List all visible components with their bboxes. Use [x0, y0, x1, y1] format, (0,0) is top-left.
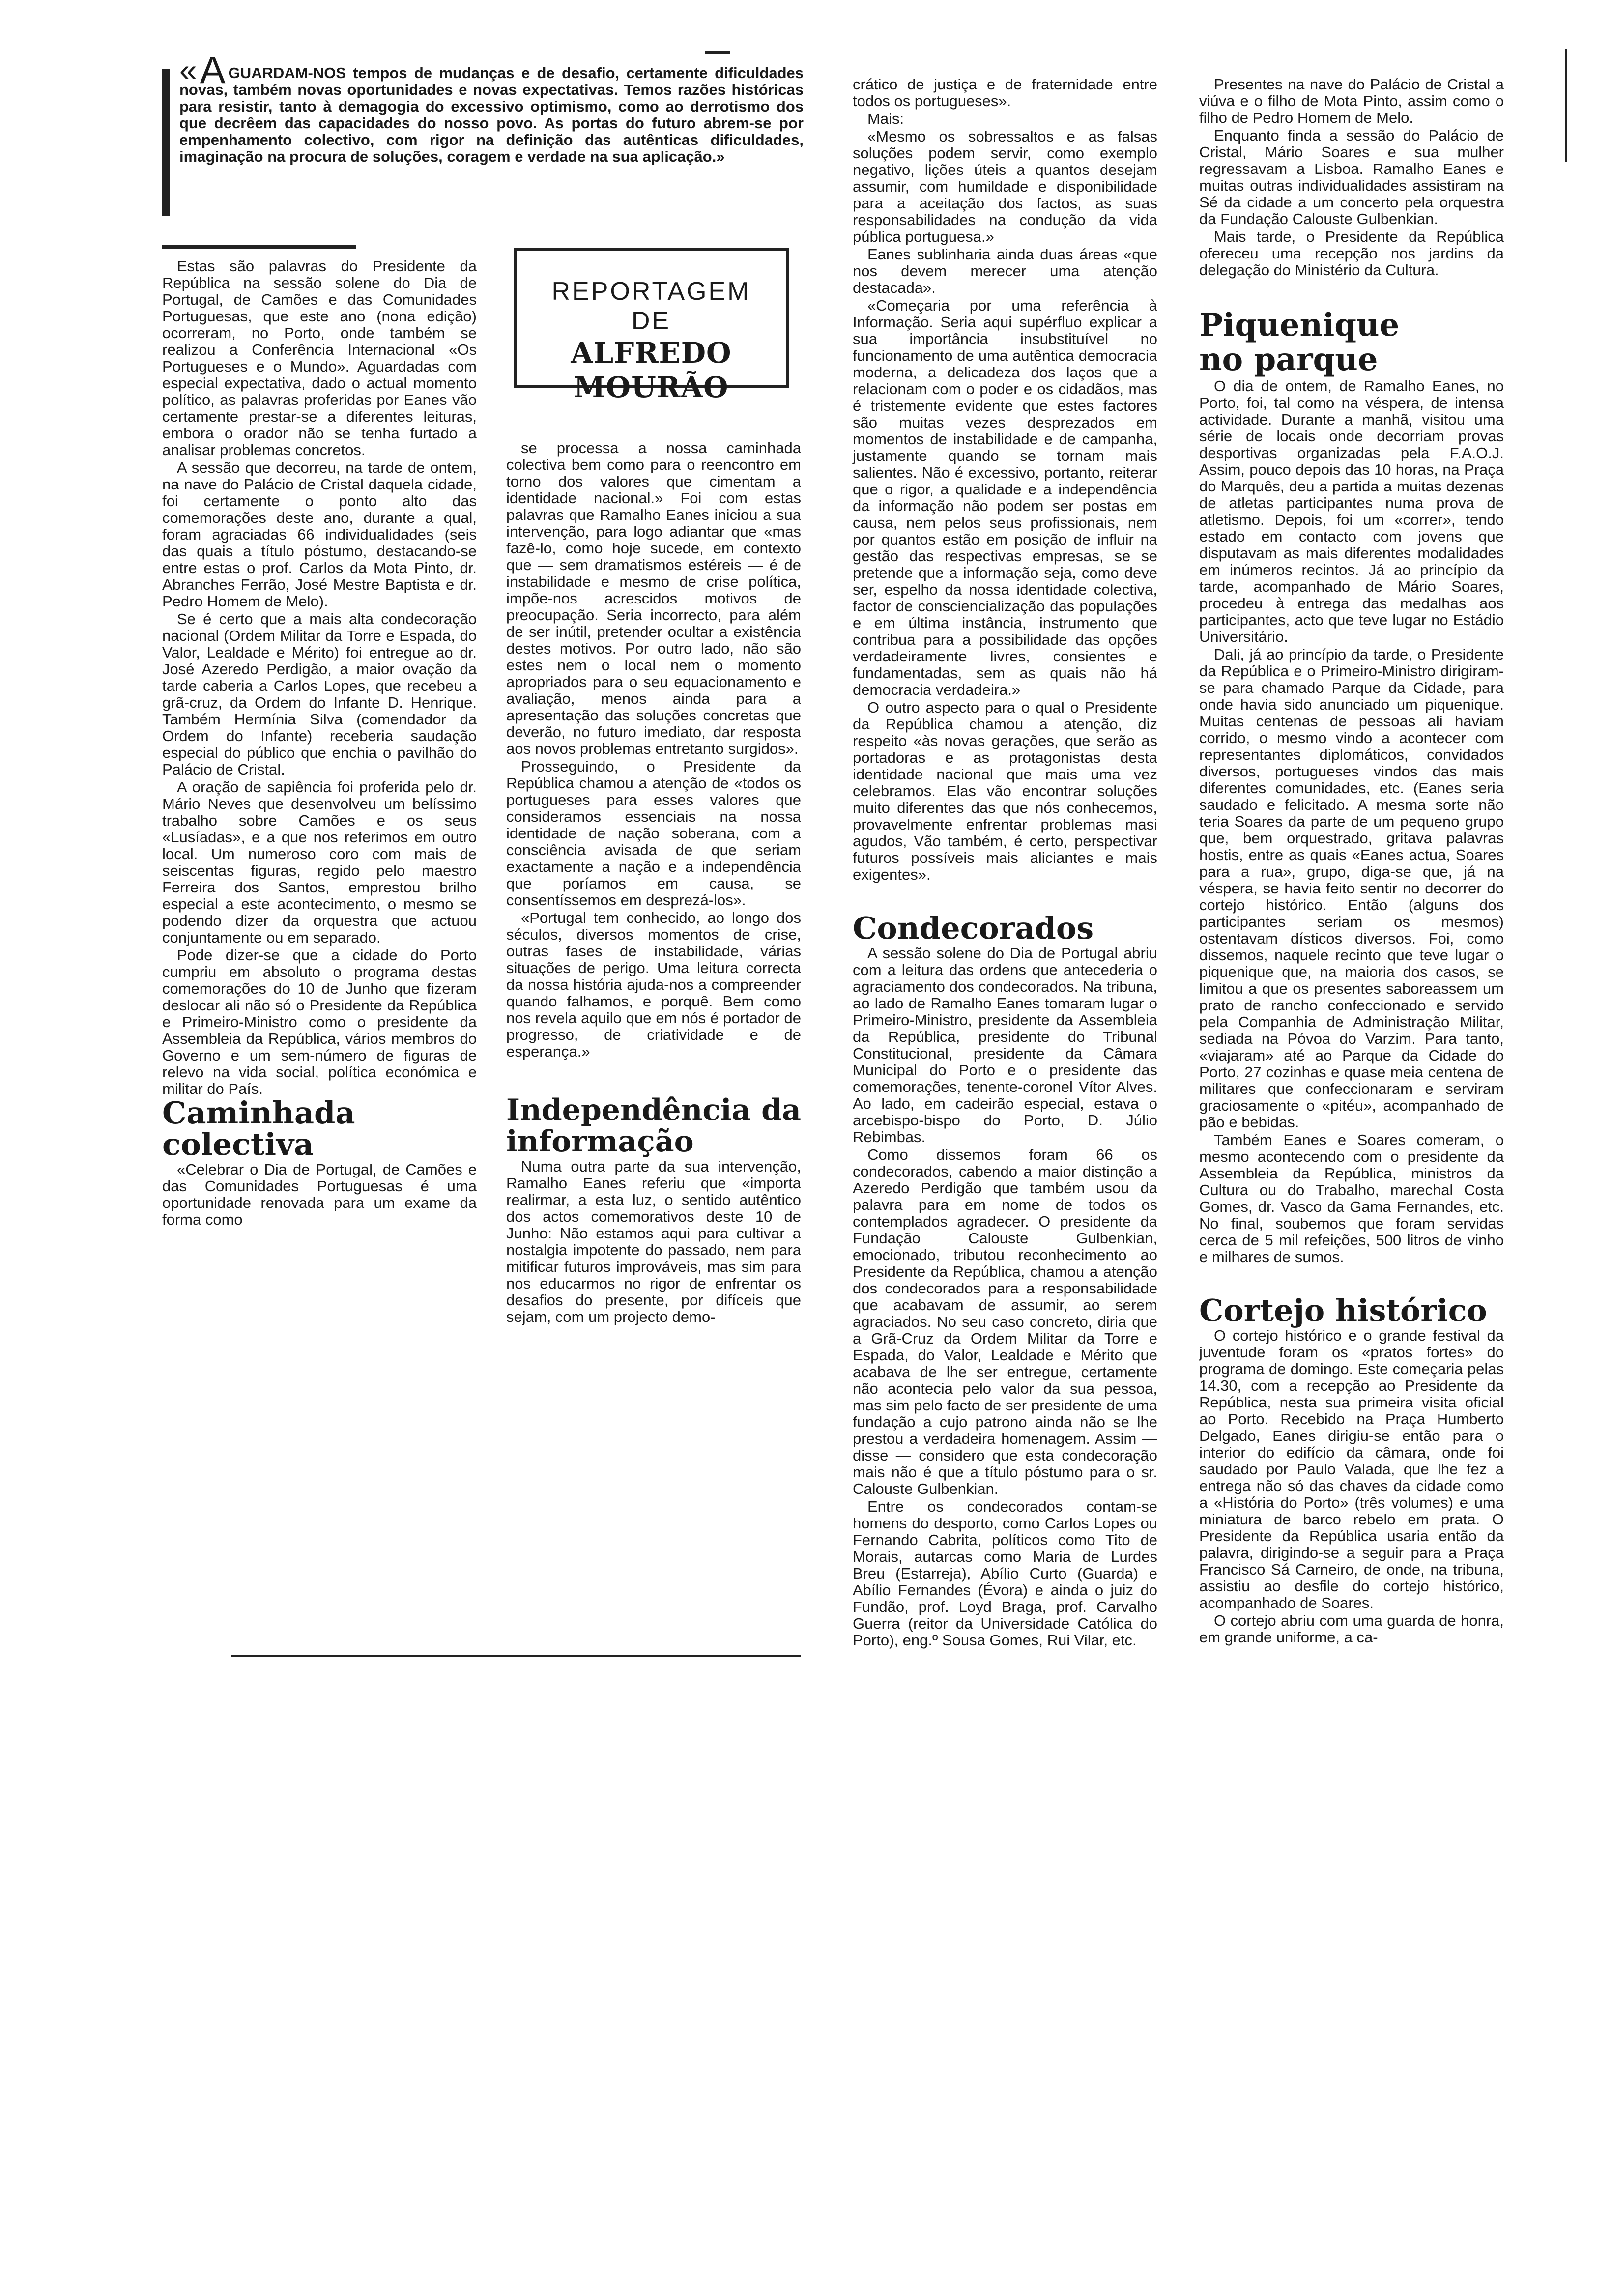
column-3	[853, 76, 1157, 1649]
column-4	[1199, 76, 1504, 1646]
paragraph: Prosseguindo, o Presidente da República chamou a atenção de «todos os portugueses para esses valores que consideramos essenciais na nossa identidade de nação soberana, com a consciência avisada de que seriam exactamente a nação e a independência que poríamos em causa, se consentíssemos em desprezá-los».	[506, 758, 801, 909]
column-1	[162, 258, 477, 1228]
paragraph: «Portugal tem conhecido, ao longo dos séculos, diversos momentos de crise, outras fases de instabilidade, várias situações de perigo. Uma leitura correcta da nossa história ajuda-nos a compreender quando falhamos, e porquê. Bem como nos revela aquilo que em nós é portador de progresso, de criatividade e de esperança.»	[506, 909, 801, 1060]
paragraph: «Mesmo os sobressaltos e as falsas soluções podem servir, como exemplo negativo, lições úteis a quantos desejam assumir, com humildade e disponibilidade para a aceitação dos factos, as suas responsabilidades na condução da vida pública portuguesa.»	[853, 128, 1157, 245]
column-2	[506, 440, 801, 1325]
subheading-independencia: Independência da informação	[506, 1093, 801, 1159]
paragraph: Dali, já ao princípio da tarde, o Presidente da República e o Primeiro-Ministro dirigiram-se para chamado Parque da Cidade, para onde havia sido anunciado um piquenique. Muitas centenas de pessoas ali haviam corrido, o mesmo vindo a acontecer com representantes diplomáticos, convidados diversos, portugueses vindos das mais diferentes comunidades, etc. (Eanes seria saudado e felicitado. A mesma sorte não teria Soares da parte de um pequeno grupo que, bem orquestrado, gritava palavras hostis, entre as quais «Eanes actua, Soares para a rua», grupo, diga-se que, já na véspera, se havia feito sentir no decorrer do cortejo histórico. Então (alguns dos participantes seriam os mesmos) ostentavam dísticos diversos. Foi, como dissemos, naquele recinto que teve lugar o piquenique que, na maioria dos casos, se limitou a que os presentes saboreassem um prato de rancho confeccionado e servido pela Companhia de Administração Militar, sediada na Póvoa do Varzim. Para tanto, «viajaram» até ao Parque da Cidade do Porto, 27 cozinhas e quase meia centena de militares que confeccionaram e serviram graciosamente o «pitéu», acompanhado de pão e bebidas.	[1199, 646, 1504, 1131]
paragraph: Mais:	[867, 110, 904, 127]
paragraph: «Começaria por uma referência à Informação. Seria aqui supérfluo explicar a sua importância insubstituível no funcionamento de uma autêntica democracia moderna, a delicadeza dos laços que a relacionam com o poder e os cidadãos, mas é tristemente evidente que estes factores são muitas vezes desprezados em momentos de instabilidade e de campanha, justamente quando se tornam mais salientes. Não é excessivo, portanto, reiterar que o rigor, a qualidade e a independência da informação não podem ser postas em causa, nem pelos seus profissionais, nem por quantos estão em posição de influir na gestão das respectivas empresas, se se pretende que a informação seja, como deve ser, espelho da nossa identidade colectiva, factor de consciencialização das populações e em última instância, instrumento que contribua para a possibilidade das opções verdadeiramente livres, consientes e fundamentadas, sem as quais não há democracia verdadeira.»	[853, 297, 1157, 698]
lead-quote-bar	[162, 69, 170, 216]
paragraph: O dia de ontem, de Ramalho Eanes, no Porto, foi, tal como na véspera, de intensa actividade. Durante a manhã, visitou uma série de locais onde decorriam provas desportivas organizadas pela F.A.O.J. Assim, pouco depois das 10 horas, na Praça do Marquês, deu a partida a muitas dezenas de atletas participantes numa prova de atletismo. Depois, foi um «correr», tendo estado em contacto com jovens que disputavam as mais diferentes modalidades em inúmeros recintos. Já ao princípio da tarde, acompanhado de Mário Soares, procedeu à entrega das medalhas aos participantes, acto que teve lugar no Estádio Universitário.	[1199, 377, 1504, 645]
byline-line2: DE	[631, 307, 671, 335]
paragraph: A sessão solene do Dia de Portugal abriu com a leitura das ordens que antecederia o agraciamento dos condecorados. Na tribuna, ao lado de Ramalho Eanes tomaram lugar o Primeiro-Ministro, presidente da Assembleia da República, presidente do Tribunal Constitucional, presidente da Câmara Municipal do Porto e o presidente das comemorações, tenente-coronel Vítor Alves. Ao lado, em cadeirão especial, estava o arcebispo-bispo do Porto, D. Júlio Rebimbas.	[853, 945, 1157, 1146]
lead-initial: A	[200, 48, 226, 91]
top-dash	[705, 51, 730, 54]
paragraph: Entre os condecorados contam-se homens do desporto, como Carlos Lopes ou Fernando Cabrita, políticos como Tito de Morais, autarcas como Maria de Lurdes Breu (Estarreja), Abílio Curto (Guarda) e Abílio Fernandes (Évora) e ainda o juiz do Fundão, prof. Loyd Braga, prof. Carvalho Guerra (reitor da Universidade Católica do Porto), eng.º Sousa Gomes, Rui Vilar, etc.	[853, 1498, 1157, 1649]
paragraph: Presentes na nave do Palácio de Cristal a viúva e o filho de Mota Pinto, assim como o filho de Pedro Homem de Melo.	[1199, 76, 1504, 126]
byline-line1: REPORTAGEM	[551, 277, 751, 306]
subheading-condecorados: Condecorados	[853, 910, 1094, 946]
lead-quote-mark: «	[179, 53, 197, 88]
paragraph: O cortejo abriu com uma guarda de honra, em grande uniforme, a ca-	[1199, 1612, 1504, 1646]
paragraph: Eanes sublinharia ainda duas áreas «que nos devem merecer uma atenção destacada».	[853, 246, 1157, 296]
lead-quote-text: GUARDAM-NOS tempos de mudanças e de desafio, certamente dificuldades novas, também novas oportunidades e novas expectativas. Temos razões históricas para resistir, tanto à demagogia do excessivo optimismo, como ao derrotismo dos que decrêem das capacidades do nosso povo. As portas do futuro abrem-se por empenhamento colectivo, com rigor na definição das autênticas dificuldades, imaginação na procura de soluções, coragem e verdade na sua aplicação.»	[179, 64, 804, 165]
paragraph: Estas são palavras do Presidente da República na sessão solene do Dia de Portugal, de Camões e das Comunidades Portuguesas, que este ano (nona edição) ocorreram, no Porto, onde também se realizou a Conferência Internacional «Os Portugueses e o Mundo». Aguardadas com especial expectativa, dado o actual momento político, as palavras proferidas por Eanes vão certamente prestar-se a diferentes leituras, embora o orador não se tenha furtado a analisar problemas concretos.	[162, 258, 477, 459]
paragraph: Enquanto finda a sessão do Palácio de Cristal, Mário Soares e sua mulher regressavam a Lisboa. Ramalho Eanes e muitas outras individualidades assistiram na Sé da cidade a um concerto pela orquestra da Fundação Calouste Gulbenkian.	[1199, 127, 1504, 228]
paragraph: crático de justiça e de fraternidade entre todos os portugueses».	[853, 76, 1157, 110]
column-1-body	[162, 258, 477, 1097]
subheading-caminhada-colectiva: Caminhada colectiva	[162, 1095, 355, 1162]
paragraph: A oração de sapiência foi proferida pelo dr. Mário Neves que desenvolveu um belíssimo trabalho sobre Camões e os seus «Lusíadas», e a que nos referimos em outro local. Um numeroso coro com mais de seiscentas figuras, regido pelo maestro Ferreira dos Santos, emprestou brilho especial a este acontecimento, o mesmo se podendo dizer da orquestra que actuou conjuntamente ou em separado.	[162, 778, 477, 946]
paragraph: Pode dizer-se que a cidade do Porto cumpriu em absoluto o programa destas comemorações do 10 de Junho que fizeram deslocar ali não só o Presidente da República e Primeiro-Ministro como o presidente da Assembleia da República, vários membros do Governo e um sem-número de figuras de relevo na vida social, política económica e militar do País.	[162, 947, 477, 1097]
byline-author: ALFREDO MOURÃO	[571, 336, 732, 404]
paragraph: Também Eanes e Soares comeram, o mesmo acontecendo com o presidente da Assembleia da República, ministros da Cultura ou do Trabalho, marechal Costa Gomes, dr. Vasco da Gama Fernandes, etc. No final, soubemos que foram servidas cerca de 5 mil refeições, 500 litros de vinho e milhares de sumos.	[1199, 1131, 1504, 1265]
paragraph: Como dissemos foram 66 os condecorados, cabendo a maior distinção a Azeredo Perdigão que também usou da palavra para em nome de todos os contemplados agradecer. O presidente da Fundação Calouste Gulbenkian, emocionado, tributou reconhecimento ao Presidente da República, chamou a atenção dos condecorados para a responsabilidade que acabavam de assumir, ao serem agraciados. No seu caso concreto, diria que a Grã-Cruz da Ordem Militar da Torre e Espada, do Valor, Lealdade e Mérito que acabava de lhe ser entregue, certamente não acontecia pelo valor da sua pessoa, mas sim pelo facto de ser presidente de uma fundação a cujo patrono ainda não se lhe prestou a verdadeira homenagem. Assim — disse — considero que esta condecoração mais não é que a título póstumo para o sr. Calouste Gulbenkian.	[853, 1146, 1157, 1497]
lead-quote	[179, 48, 804, 165]
paragraph: A sessão que decorreu, na tarde de ontem, na nave do Palácio de Cristal daquela cidade, foi certamente o ponto alto das comemorações deste ano, durante a qual, foram agraciadas 66 individualidades (seis das quais a título póstumo, destacando-se entre estas o prof. Carlos da Mota Pinto, dr. Abranches Ferrão, José Mestre Baptista e dr. Pedro Homem de Melo).	[162, 459, 477, 610]
paragraph: Se é certo que a mais alta condecoração nacional (Ordem Militar da Torre e Espada, do Valor, Lealdade e Mérito) foi entregue ao dr. José Azeredo Perdigão, a maior ovação da tarde caberia a Carlos Lopes, que recebeu a grã-cruz, da Ordem do Infante D. Henrique. Também Hermínia Silva (comendador da Ordem do Infante) receberia saudação especial do público que enchia o pavilhão do Palácio de Cristal.	[162, 610, 477, 778]
bottom-rule-left	[231, 1655, 801, 1657]
paragraph: Numa outra parte da sua intervenção, Ramalho Eanes referiu que «importa realirmar, a esta luz, o sentido autêntico dos actos comemorativos deste 10 de Junho: Não estamos aqui para cultivar a nostalgia impotente do passado, nem para mitificar futuros improváveis, mas sim para nos educarmos no rigor de enfrentar os desafios do presente, por difíceis que sejam, com um projecto demo-	[506, 1158, 801, 1325]
subheading-cortejo: Cortejo histórico	[1199, 1292, 1487, 1328]
lead-underline	[162, 245, 356, 249]
paragraph: O cortejo histórico e o grande festival da juventude foram os «pratos fortes» do programa de domingo. Este começaria pelas 14.30, com a recepção ao Presidente da República, nesta sua primeira visita oficial ao Porto. Recebido na Praça Humberto Delgado, Eanes dirigiu-se então para o interior do edifício da câmara, onde foi saudado por Paulo Valada, que lhe fez a entrega não só das chaves da cidade como a «História do Porto» (três volumes) e uma miniatura de barco rebelo em prata. O Presidente da República usaria então da palavra, dirigindo-se a seguir para a Praça Francisco Sá Carneiro, de onde, na tribuna, assistiu ao desfile do cortejo histórico, acompanhado de Soares.	[1199, 1327, 1504, 1611]
paragraph: «Celebrar o Dia de Portugal, de Camões e das Comunidades Portuguesas é uma oportunidade renovada para um exame da forma como	[162, 1161, 477, 1228]
paragraph: O outro aspecto para o qual o Presidente da República chamou a atenção, diz respeito «às novas gerações, que serão as portadoras e as protagonistas desta identidade nacional que mais uma vez celebramos. Elas vão encontrar soluções muito diferentes das que nós conhecemos, provavelmente enfrentar problemas masi agudos, Vão também, é certo, perspectivar futuros possíveis mais aliciantes e mais exigentes».	[853, 699, 1157, 883]
right-margin-rule	[1565, 49, 1567, 162]
byline-box	[514, 248, 789, 404]
subheading-piquenique: Piquenique no parque	[1199, 307, 1400, 378]
paragraph: Mais tarde, o Presidente da República ofereceu uma recepção nos jardins da delegação do Ministério da Cultura.	[1199, 228, 1504, 279]
paragraph: se processa a nossa caminhada colectiva bem como para o reencontro em torno dos valores que cimentam a identidade nacional.» Foi com estas palavras que Ramalho Eanes iniciou a sua intervenção, para logo adiantar que «mas fazê-lo, como hoje sucede, em contexto que — sem dramatismos estéreis — é de instabilidade e mesmo de crise política, impõe-nos acrescidos motivos de preocupação. Seria incorrecto, para além de ser inútil, pretender ocultar a existência destes motivos. Por outro lado, não são estes nem o local nem o momento apropriados para o seu equacionamento e avaliação, menos ainda para a apresentação das soluções concretas que deverão, no futuro imediato, dar resposta aos novos problemas entretanto surgidos».	[506, 439, 801, 757]
